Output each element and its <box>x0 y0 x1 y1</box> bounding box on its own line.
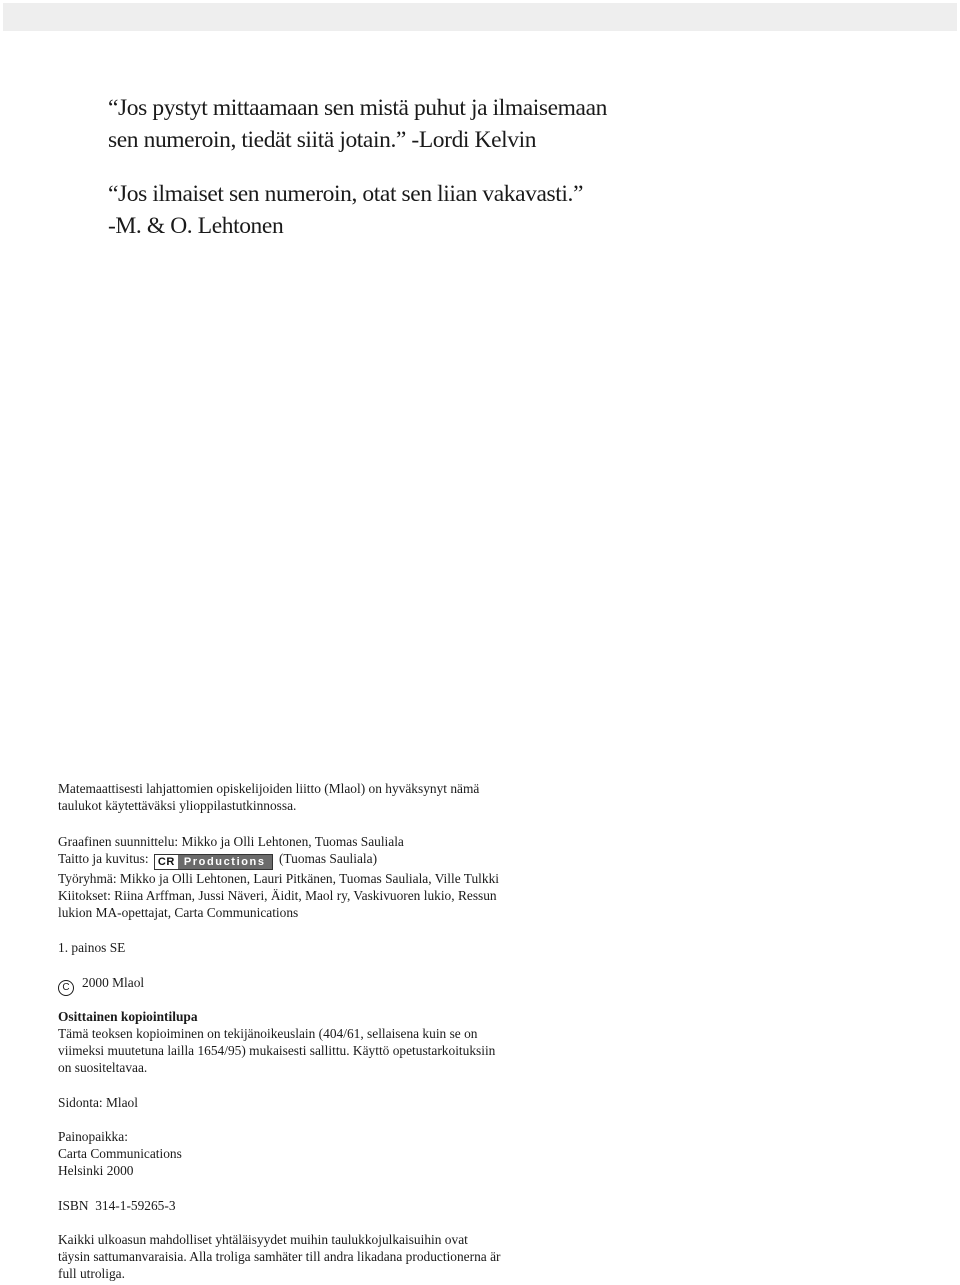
license-line: viimeksi muutetuna lailla 1654/95) mukaisesti sallittu. Käyttö opetustarkoituksiin <box>58 1043 496 1058</box>
thanks-line: lukion MA-opettajat, Carta Communications <box>58 905 299 920</box>
work-group-credit: Työryhmä: Mikko ja Olli Lehtonen, Lauri Pitkänen, Tuomas Sauliala, Ville Tulkki <box>58 871 499 886</box>
quote-line: -M. & O. Lehtonen <box>108 213 284 239</box>
copyright-icon: C <box>58 980 74 996</box>
layout-credit <box>58 850 618 870</box>
isbn-text: ISBN 314-1-59265-3 <box>58 1198 176 1213</box>
cr-logo-mark: CR <box>155 855 178 869</box>
license-title: Osittainen kopiointilupa <box>58 1009 198 1024</box>
quote-lehtonen <box>108 178 868 242</box>
graphic-design-credit: Graafinen suunnittelu: Mikko ja Olli Lehtonen, Tuomas Sauliala <box>58 834 404 849</box>
printing-info <box>58 1128 618 1179</box>
license-line: on suositeltavaa. <box>58 1060 148 1075</box>
edition-info <box>58 939 618 956</box>
license-line: Tämä teoksen kopioiminen on tekijänoikeuslain (404/61, sellaisena kuin se on <box>58 1026 478 1041</box>
disclaimer-line: full utroliga. <box>58 1266 125 1281</box>
quote-kelvin <box>108 92 868 156</box>
quote-line: sen numeroin, tiedät siitä jotain.” -Lordi Kelvin <box>108 127 537 153</box>
isbn-info <box>58 1197 618 1214</box>
approval-line: taulukot käytettäväksi ylioppilastutkinnossa. <box>58 798 297 813</box>
approval-statement <box>58 780 618 814</box>
binding-text: Sidonta: Mlaol <box>58 1095 138 1110</box>
quote-line: “Jos pystyt mittaamaan sen mistä puhut ja ilmaisemaan <box>108 95 607 121</box>
approval-line: Matemaattisesti lahjattomien opiskelijoiden liitto (Mlaol) on hyväksynyt nämä <box>58 781 480 796</box>
disclaimer <box>58 1231 618 1282</box>
thanks-line: Kiitokset: Riina Arffman, Jussi Näveri, Äidit, Maol ry, Vaskivuoren lukio, Ressun <box>58 888 497 903</box>
layout-credit-label: Taitto ja kuvitus: <box>58 851 149 866</box>
layout-credit-name: (Tuomas Sauliala) <box>278 851 378 866</box>
cr-productions-logo <box>154 854 273 870</box>
productions-logo-text: Productions <box>178 855 272 869</box>
copyright-text: 2000 Mlaol <box>82 975 145 990</box>
printing-place: Helsinki 2000 <box>58 1163 134 1178</box>
binding-info <box>58 1094 618 1111</box>
credits-block <box>58 833 618 921</box>
copyright-notice <box>58 974 618 996</box>
printing-company: Carta Communications <box>58 1146 182 1161</box>
printing-label: Painopaikka: <box>58 1129 128 1144</box>
edition-text: 1. painos SE <box>58 940 126 955</box>
disclaimer-line: Kaikki ulkoasun mahdolliset yhtäläisyydet muihin taulukkojulkaisuihin ovat <box>58 1232 468 1247</box>
quote-line: “Jos ilmaiset sen numeroin, otat sen liian vakavasti.” <box>108 181 584 207</box>
copy-license <box>58 1008 618 1076</box>
page-top-band <box>3 3 957 31</box>
disclaimer-line: täysin sattumanvaraisia. Alla troliga samhäter till andra likadana productionerna är <box>58 1249 501 1264</box>
